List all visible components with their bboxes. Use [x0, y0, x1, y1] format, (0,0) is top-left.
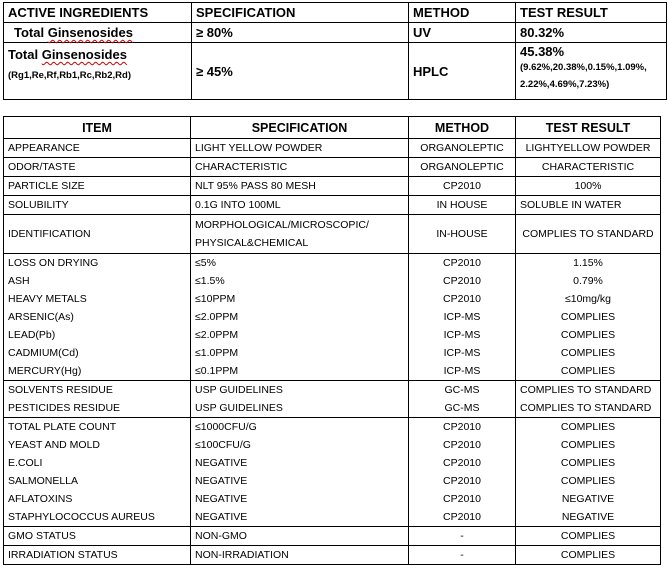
result-cell: 1.15% [516, 254, 661, 273]
method-cell: CP2010 [409, 272, 516, 290]
result-cell: LIGHTYELLOW POWDER [516, 139, 661, 158]
result-cell: SOLUBLE IN WATER [516, 196, 661, 215]
result-cell: COMPLIES [516, 308, 661, 326]
spec-cell: NEGATIVE [191, 508, 409, 527]
item-cell: LOSS ON DRYING [4, 254, 191, 273]
table-row [4, 508, 661, 527]
ingredient-prefix: Total [14, 25, 48, 40]
table-row [4, 139, 661, 158]
result-cell: 0.79% [516, 272, 661, 290]
result-cell: COMPLIES [516, 472, 661, 490]
spec-cell: NEGATIVE [191, 490, 409, 508]
result-cell [516, 43, 667, 100]
table-row [4, 272, 661, 290]
result-cell: ≤10mg/kg [516, 290, 661, 308]
method-cell: ICP-MS [409, 344, 516, 362]
item-cell: PARTICLE SIZE [4, 177, 191, 196]
item-cell: ODOR/TASTE [4, 158, 191, 177]
item-cell: LEAD(Pb) [4, 326, 191, 344]
spec-cell: USP GUIDELINES [191, 381, 409, 400]
table-row [4, 308, 661, 326]
method-cell: CP2010 [409, 454, 516, 472]
table-row [4, 454, 661, 472]
spec-cell: CHARACTERISTIC [191, 158, 409, 177]
total-ginsenosides-hplc-row [4, 43, 667, 100]
header-method: METHOD [409, 3, 516, 23]
item-cell: CADMIUM(Cd) [4, 344, 191, 362]
spec-cell: NEGATIVE [191, 472, 409, 490]
spec-cell: MORPHOLOGICAL/MICROSCOPIC/ PHYSICAL&CHEMICAL [191, 215, 409, 254]
item-cell: IDENTIFICATION [4, 215, 191, 254]
table-row [4, 344, 661, 362]
header-method: METHOD [409, 117, 516, 139]
item-cell: STAPHYLOCOCCUS AUREUS [4, 508, 191, 527]
item-cell: SOLUBILITY [4, 196, 191, 215]
result-cell: COMPLIES [516, 344, 661, 362]
method-cell: ICP-MS [409, 308, 516, 326]
method-cell: IN HOUSE [409, 196, 516, 215]
ingredient-word: Ginsenosides [41, 47, 127, 62]
item-cell: IRRADIATION STATUS [4, 546, 191, 565]
result-cell: COMPLIES [516, 454, 661, 472]
table-row [4, 472, 661, 490]
table-row [4, 362, 661, 381]
spec-cell: NON-GMO [191, 527, 409, 546]
item-cell: PESTICIDES RESIDUE [4, 399, 191, 418]
table-row [4, 436, 661, 454]
specification-header-row [4, 117, 661, 139]
method-cell: ORGANOLEPTIC [409, 158, 516, 177]
spec-cell: ≤1.0PPM [191, 344, 409, 362]
method-cell: HPLC [409, 43, 516, 100]
table-row [4, 215, 661, 254]
method-cell: ORGANOLEPTIC [409, 139, 516, 158]
spec-cell: ≤0.1PPM [191, 362, 409, 381]
spec-cell: ≤1.5% [191, 272, 409, 290]
method-cell: UV [409, 23, 516, 43]
result-cell: 100% [516, 177, 661, 196]
result-detail: (9.62%,20.38%,0.15%,1.09%, 2.22%,4.69%,7.23%) [520, 62, 647, 90]
item-cell: YEAST AND MOLD [4, 436, 191, 454]
result-cell: NEGATIVE [516, 490, 661, 508]
table-row [4, 177, 661, 196]
spec-cell: ≥ 80% [192, 23, 409, 43]
header-test-result: TEST RESULT [516, 117, 661, 139]
item-cell: SALMONELLA [4, 472, 191, 490]
method-cell: CP2010 [409, 418, 516, 437]
spec-cell: ≤5% [191, 254, 409, 273]
method-cell: CP2010 [409, 472, 516, 490]
method-cell: CP2010 [409, 436, 516, 454]
result-cell: 80.32% [516, 23, 667, 43]
spec-cell: ≤2.0PPM [191, 326, 409, 344]
header-specification: SPECIFICATION [192, 3, 409, 23]
table-row [4, 254, 661, 273]
table-row [4, 546, 661, 565]
ingredient-cell [4, 23, 192, 43]
table-row [4, 381, 661, 400]
table-row [4, 418, 661, 437]
result-cell: COMPLIES [516, 546, 661, 565]
item-cell: E.COLI [4, 454, 191, 472]
header-specification: SPECIFICATION [191, 117, 409, 139]
item-cell: ASH [4, 272, 191, 290]
result-cell: COMPLIES [516, 326, 661, 344]
header-active-ingredients: ACTIVE INGREDIENTS [4, 3, 192, 23]
method-cell: - [409, 546, 516, 565]
item-cell: APPEARANCE [4, 139, 191, 158]
ingredient-cell [4, 43, 192, 100]
spec-cell: LIGHT YELLOW POWDER [191, 139, 409, 158]
table-row [4, 326, 661, 344]
spec-cell: ≥ 45% [192, 43, 409, 100]
spec-cell: NEGATIVE [191, 454, 409, 472]
item-cell: SOLVENTS RESIDUE [4, 381, 191, 400]
method-cell: - [409, 527, 516, 546]
ingredient-word: Ginsenosides [47, 25, 133, 40]
table-row [4, 158, 661, 177]
spec-cell: ≤10PPM [191, 290, 409, 308]
table-row [4, 399, 661, 418]
result-cell: NEGATIVE [516, 508, 661, 527]
table-row [4, 490, 661, 508]
method-cell: GC-MS [409, 381, 516, 400]
spec-cell: ≤2.0PPM [191, 308, 409, 326]
spec-cell: NLT 95% PASS 80 MESH [191, 177, 409, 196]
header-test-result: TEST RESULT [516, 3, 667, 23]
spec-cell: NON-IRRADIATION [191, 546, 409, 565]
method-cell: CP2010 [409, 490, 516, 508]
table-row [4, 527, 661, 546]
result-cell: COMPLIES [516, 418, 661, 437]
table-row [4, 196, 661, 215]
spec-cell: USP GUIDELINES [191, 399, 409, 418]
result-cell: COMPLIES [516, 362, 661, 381]
result-cell: COMPLIES TO STANDARD [516, 381, 661, 400]
method-cell: IN-HOUSE [409, 215, 516, 254]
active-ingredients-header-row [4, 3, 667, 23]
item-cell: AFLATOXINS [4, 490, 191, 508]
item-cell: TOTAL PLATE COUNT [4, 418, 191, 437]
item-cell: GMO STATUS [4, 527, 191, 546]
method-cell: GC-MS [409, 399, 516, 418]
item-cell: MERCURY(Hg) [4, 362, 191, 381]
result-cell: CHARACTERISTIC [516, 158, 661, 177]
result-cell: COMPLIES TO STANDARD [516, 215, 661, 254]
specification-table [3, 116, 661, 565]
active-ingredients-table [3, 2, 667, 100]
result-main: 45.38% [520, 44, 565, 59]
method-cell: CP2010 [409, 254, 516, 273]
spec-cell: 0.1G INTO 100ML [191, 196, 409, 215]
table-row [4, 290, 661, 308]
ingredient-prefix: Total [8, 47, 42, 62]
method-cell: CP2010 [409, 508, 516, 527]
result-cell: COMPLIES [516, 436, 661, 454]
result-cell: COMPLIES [516, 527, 661, 546]
spec-cell: ≤1000CFU/G [191, 418, 409, 437]
header-item: ITEM [4, 117, 191, 139]
item-cell: HEAVY METALS [4, 290, 191, 308]
total-ginsenosides-uv-row [4, 23, 667, 43]
spec-cell: ≤100CFU/G [191, 436, 409, 454]
item-cell: ARSENIC(As) [4, 308, 191, 326]
method-cell: ICP-MS [409, 362, 516, 381]
method-cell: CP2010 [409, 290, 516, 308]
method-cell: CP2010 [409, 177, 516, 196]
result-cell: COMPLIES TO STANDARD [516, 399, 661, 418]
method-cell: ICP-MS [409, 326, 516, 344]
ingredient-components: (Rg1,Re,Rf,Rb1,Rc,Rb2,Rd) [8, 70, 131, 81]
